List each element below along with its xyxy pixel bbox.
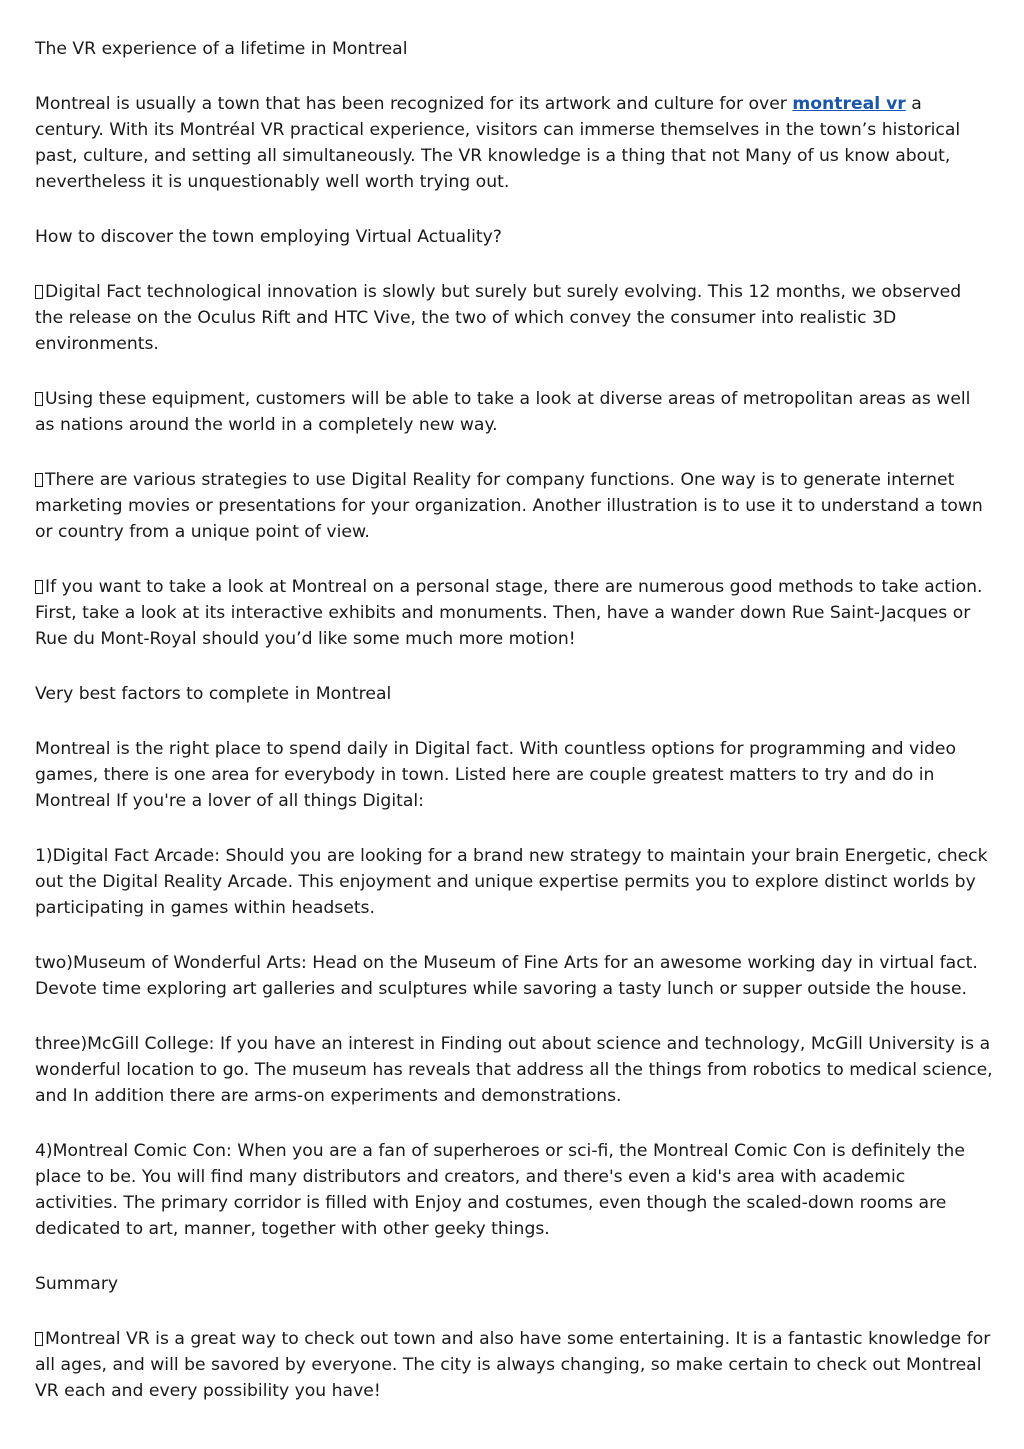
list-item-museum: two)Museum of Wonderful Arts: Head on the Museum of Fine Arts for an awesome working day in virtual fact. Devote time exploring art galleries and sculptures while savoring a tasty lunch or supper outside the house.: [35, 953, 978, 999]
bullet-text: If you want to take a look at Montreal on a personal stage, there are numerous good methods to take action. First, take a look at its interactive exhibits and monuments. Then, have a wander down Rue Saint-Jacques or Rue du Mont-Royal should you’d like some much more motion!: [35, 577, 983, 649]
bullet-paragraph: [35, 467, 993, 545]
summary-text: Montreal VR is a great way to check out town and also have some entertaining. It is a fantastic knowledge for all ages, and will be savored by everyone. The city is always changing, so make certain to check out Montreal VR each and every possibility you have!: [35, 1329, 991, 1401]
bullet-text: There are various strategies to use Digital Reality for company functions. One way is to generate internet marketing movies or presentations for your organization. Another illustration is to use it to understand a town or country from a unique point of view.: [35, 470, 983, 542]
missing-glyph-icon: [35, 580, 43, 594]
bullet-paragraph: [35, 574, 993, 652]
bullet-paragraph: [35, 279, 993, 357]
missing-glyph-icon: [35, 473, 43, 487]
document-page: [35, 36, 993, 1433]
intro-paragraph: [35, 91, 993, 195]
heading-best-things: Very best factors to complete in Montreal: [35, 684, 392, 704]
bullet-text: Digital Fact technological innovation is slowly but surely but surely evolving. This 12 months, we observed the release on the Oculus Rift and HTC Vive, the two of which convey the consumer into realistic 3D environments.: [35, 282, 962, 354]
intro-text-end: a century. With its Montréal VR practical experience, visitors can immerse themselves in the town’s historical past, culture, and setting all simultaneously. The VR knowledge is a thing that not Many of us know about, nevertheless it is unquestionably well worth trying out.: [35, 94, 961, 192]
list-item-comic-con: 4)Montreal Comic Con: When you are a fan of superheroes or sci-fi, the Montreal Comic Con is definitely the place to be. You will find many distributors and creators, and there's even a kid's area with academic activities. The primary corridor is filled with Enjoy and costumes, even though the scaled-down rooms are dedicated to art, manner, together with other geeky things.: [35, 1141, 965, 1239]
bullet-text: Using these equipment, customers will be able to take a look at diverse areas of metropolitan areas as well as nations around the world in a completely new way.: [35, 389, 971, 435]
heading-summary: Summary: [35, 1274, 119, 1294]
bullet-paragraph: [35, 386, 993, 438]
heading-discover: How to discover the town employing Virtual Actuality?: [35, 227, 502, 247]
missing-glyph-icon: [35, 1332, 43, 1346]
list-item-mcgill: three)McGill College: If you have an interest in Finding out about science and technology, McGill University is a wonderful location to go. The museum has reveals that address all the things from robotics to medical science, and In addition there are arms-on experiments and demonstrations.: [35, 1034, 993, 1106]
montreal-vr-link[interactable]: montreal vr: [792, 94, 906, 114]
missing-glyph-icon: [35, 392, 43, 406]
document-title: The VR experience of a lifetime in Montreal: [35, 39, 408, 59]
missing-glyph-icon: [35, 285, 43, 299]
list-item-arcade: 1)Digital Fact Arcade: Should you are looking for a brand new strategy to maintain your brain Energetic, check out the Digital Reality Arcade. This enjoyment and unique expertise permits you to explore distinct worlds by participating in games within headsets.: [35, 846, 988, 918]
summary-paragraph: [35, 1326, 993, 1404]
best-intro-paragraph: Montreal is the right place to spend daily in Digital fact. With countless options for programming and video games, there is one area for everybody in town. Listed here are couple greatest matters to try and do in Montreal If you're a lover of all things Digital:: [35, 739, 956, 811]
intro-text-start: Montreal is usually a town that has been recognized for its artwork and culture for over: [35, 94, 793, 114]
